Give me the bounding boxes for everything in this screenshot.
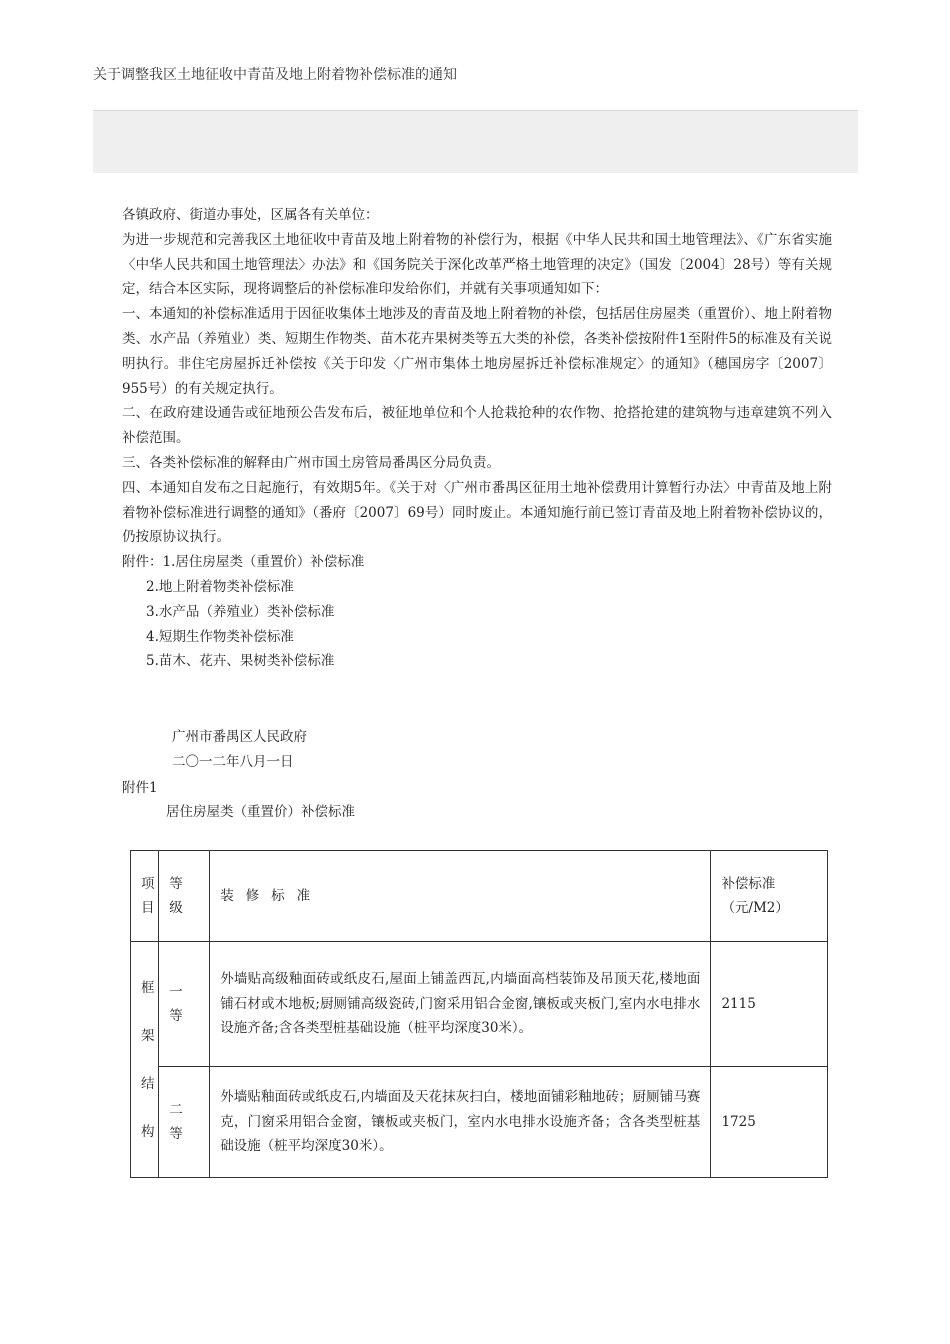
table-row — [131, 1067, 828, 1178]
clause-1: 一、本通知的补偿标准适用于因征收集体土地涉及的青苗及地上附着物的补偿，包括居住房屋类（重置价）、地上附着物类、水产品（养殖业）类、短期生作物类、苗木花卉果树类等五大类的补偿，各类补偿按附件1至附件5的标准及有关说明执行。非住宅房屋拆迁补偿按《关于印发〈广州市集体土地房屋拆迁补偿标准规定〉的通知》（穗国房字〔2007〕955号）的有关规定执行。 — [122, 306, 832, 397]
annex-label: 附件1 — [122, 780, 158, 796]
compensation-table — [130, 850, 828, 1178]
notice-body — [122, 203, 832, 674]
table-row — [131, 942, 828, 1067]
spec-cell: 外墙贴高级釉面砖或纸皮石,屋面上铺盖西瓦,内墙面高档装饰及吊顶天花,楼地面铺石材或木地板;厨厕铺高级瓷砖,门窗采用铝合金窗,镶板或夹板门,室内水电排水设施齐备;含各类型桩基础设施（桩平均深度30米）。 — [210, 942, 711, 1067]
attachment-item-2: 2.地上附着物类补偿标准 — [146, 578, 294, 595]
annex-title: 居住房屋类（重置价）补偿标准 — [166, 804, 355, 820]
clause-4: 四、本通知自发布之日起施行，有效期5年。《关于对〈广州市番禺区征用土地补偿费用计算暂行办法〉中青苗及地上附着物补偿标准进行调整的通知》（番府〔2007〕69号）同时废止。本通知施行前已签订青苗及地上附着物补偿协议的，仍按原协议执行。 — [122, 479, 832, 546]
intro-paragraph: 为进一步规范和完善我区土地征收中青苗及地上附着物的补偿行为，根据《中华人民共和国土地管理法》、《广东省实施〈中华人民共和国土地管理法〉办法》和《国务院关于深化改革严格土地管理的决定》（国发〔2004〕28号）等有关规定，结合本区实际，现将调整后的补偿标准印发给你们，并就有关事项通知如下： — [122, 231, 832, 298]
grade-cell: 二 等 — [159, 1067, 210, 1178]
attachment-item-3: 3.水产品（养殖业）类补偿标准 — [146, 603, 335, 620]
table-header-row — [131, 851, 828, 942]
header-item: 项 目 — [131, 851, 159, 942]
attachment-item-1: 附件：1.居住房屋类（重置价）补偿标准 — [122, 554, 365, 571]
header-spec: 装修标准 — [210, 851, 711, 942]
attachment-item-4: 4.短期生作物类补偿标准 — [146, 628, 294, 645]
salutation: 各镇政府、街道办事处，区属各有关单位： — [122, 207, 379, 223]
price-cell: 1725 — [711, 1067, 828, 1178]
spec-cell: 外墙贴釉面砖或纸皮石,内墙面及天花抹灰扫白，楼地面铺彩釉地砖；厨厕铺马赛克，门窗采用铝合金窗，镶板或夹板门，室内水电排水设施齐备；含各类型桩基础设施（桩平均深度30米）。 — [210, 1067, 711, 1178]
header-grade: 等 级 — [159, 851, 210, 942]
clause-3: 三、各类补偿标准的解释由广州市国土房管局番禺区分局负责。 — [122, 454, 500, 471]
signature-block — [172, 725, 307, 775]
grade-cell: 一 等 — [159, 942, 210, 1067]
price-cell: 2115 — [711, 942, 828, 1067]
signature-org: 广州市番禺区人民政府 — [172, 729, 307, 745]
attachment-item-5: 5.苗木、花卉、果树类补偿标准 — [146, 653, 335, 670]
clause-2: 二、在政府建设通告或征地预公告发布后，被征地单位和个人抢栽抢种的农作物、抢搭抢建的建筑物与违章建筑不列入补偿范围。 — [122, 405, 832, 447]
document-title: 关于调整我区土地征收中青苗及地上附着物补偿标准的通知 — [93, 67, 457, 83]
header-banner — [93, 110, 858, 173]
signature-date: 二〇一二年八月一日 — [172, 753, 294, 770]
header-price: 补偿标准（元/M2） — [711, 851, 828, 942]
structure-cell: 框 架 结 构 — [131, 942, 159, 1178]
